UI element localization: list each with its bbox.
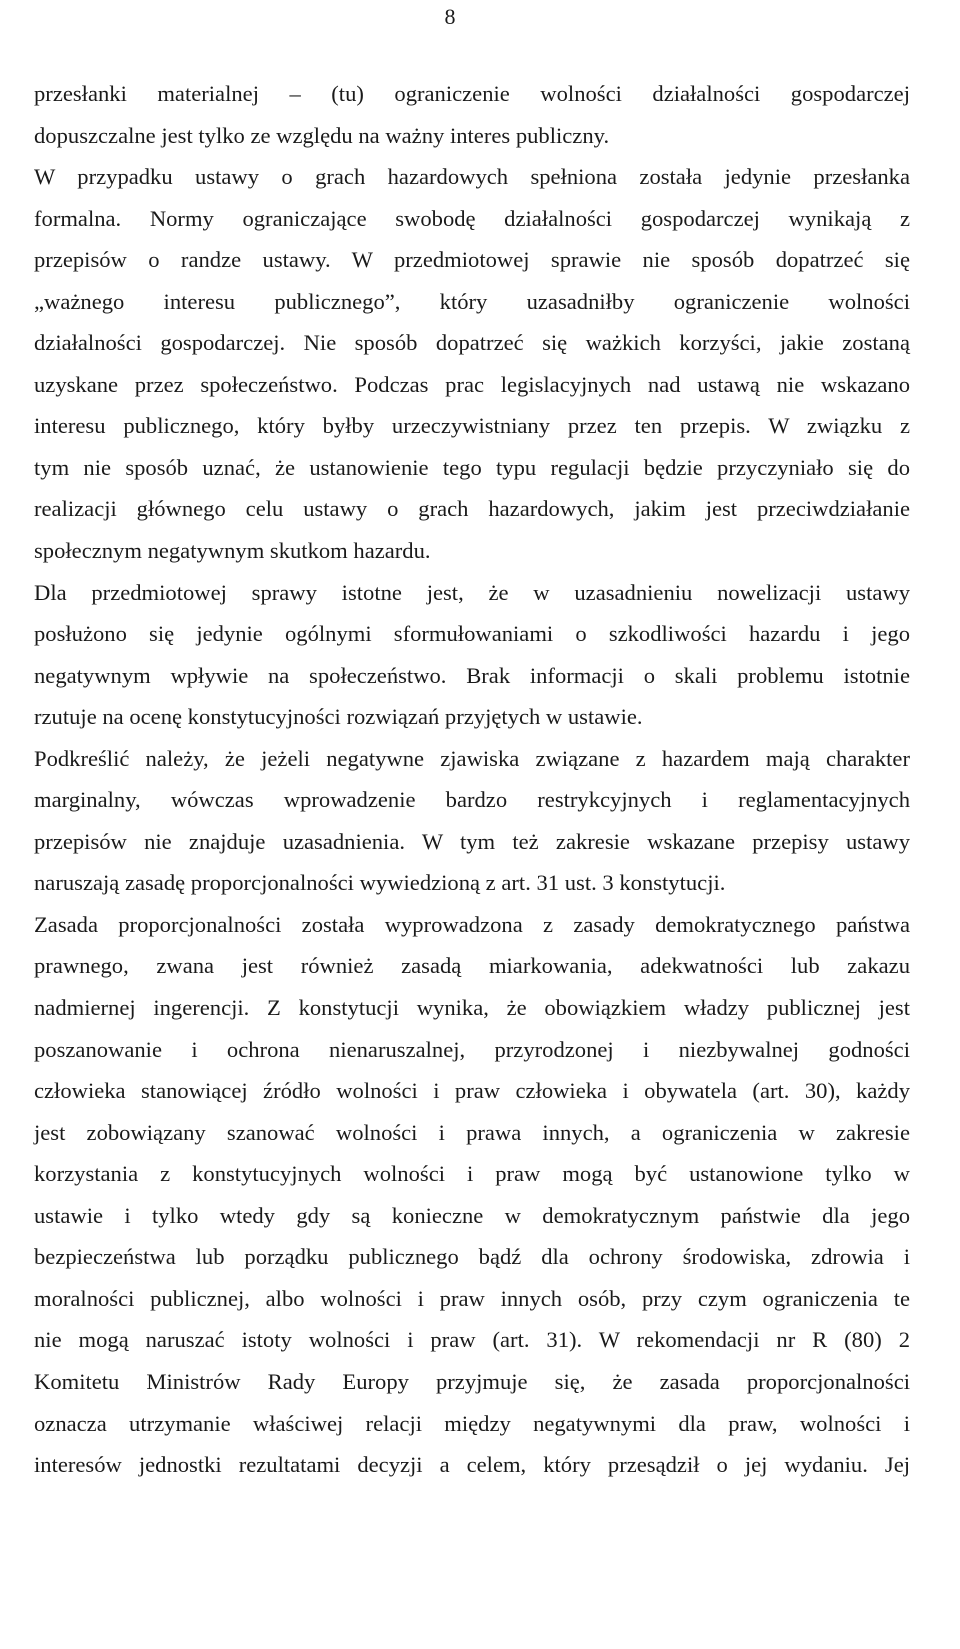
text-line: dopuszczalne jest tylko ze względu na ważny interes publiczny. — [34, 122, 610, 148]
text-line: moralności publicznej, albo wolności i praw innych osób, przy czym ograniczenia te — [34, 1285, 910, 1311]
text-line: korzystania z konstytucyjnych wolności i praw mogą być ustanowione tylko w — [34, 1161, 910, 1187]
text-line: przesłanki materialnej – (tu) ograniczenie wolności działalności gospodarczej — [34, 81, 910, 106]
text-line: „ważnego interesu publicznego”, który uzasadniłby ograniczenie wolności — [34, 288, 910, 314]
text-line: poszanowanie i ochrona nienaruszalnej, przyrodzonej i niezbywalnej godności — [34, 1036, 910, 1062]
text-line: interesów jednostki rezultatami decyzji a celem, który przesądził o jej wydaniu. Jej — [34, 1452, 910, 1478]
text-line: nie mogą naruszać istoty wolności i praw (art. 31). W rekomendacji nr R (80) 2 — [34, 1327, 910, 1353]
text-line: oznacza utrzymanie właściwej relacji między negatywnymi dla praw, wolności i — [34, 1410, 910, 1436]
text-line: tym nie sposób uznać, że ustanowienie tego typu regulacji będzie przyczyniało się do — [34, 454, 910, 480]
text-line: negatywnym wpływie na społeczeństwo. Brak informacji o skali problemu istotnie — [34, 662, 910, 688]
text-line: Komitetu Ministrów Rady Europy przyjmuje się, że zasada proporcjonalności — [34, 1368, 910, 1394]
text-line: jest zobowiązany szanować wolności i prawa innych, a ograniczenia w zakresie — [34, 1119, 910, 1145]
text-line: przepisów o randze ustawy. W przedmiotowej sprawie nie sposób dopatrzeć się — [34, 247, 910, 273]
text-line: człowieka stanowiącej źródło wolności i praw człowieka i obywatela (art. 30), każdy — [34, 1078, 910, 1104]
text-line: interesu publicznego, który byłby urzeczywistniany przez ten przepis. W związku z — [34, 413, 910, 439]
text-line: marginalny, wówczas wprowadzenie bardzo restrykcyjnych i reglamentacyjnych — [34, 787, 910, 813]
text-line: rzutuje na ocenę konstytucyjności rozwiązań przyjętych w ustawie. — [34, 704, 643, 730]
text-line: W przypadku ustawy o grach hazardowych spełniona została jedynie przesłanka — [34, 164, 910, 190]
text-line: uzyskane przez społeczeństwo. Podczas prac legislacyjnych nad ustawą nie wskazano — [34, 371, 910, 397]
page-number: 8 — [444, 4, 456, 29]
text-line: naruszają zasadę proporcjonalności wywiedzioną z art. 31 ust. 3 konstytucji. — [34, 870, 726, 896]
text-line: społecznym negatywnym skutkom hazardu. — [34, 538, 431, 564]
text-line: Zasada proporcjonalności została wyprowadzona z zasady demokratycznego państwa — [34, 911, 910, 937]
text-line: formalna. Normy ograniczające swobodę działalności gospodarczej wynikają z — [34, 205, 910, 231]
text-line: Dla przedmiotowej sprawy istotne jest, że w uzasadnieniu nowelizacji ustawy — [34, 579, 910, 605]
body-text — [34, 73, 910, 1486]
text-line: posłużono się jedynie ogólnymi sformułowaniami o szkodliwości hazardu i jego — [34, 621, 910, 647]
text-line: ustawie i tylko wtedy gdy są konieczne w demokratycznym państwie dla jego — [34, 1202, 910, 1228]
text-line: prawnego, zwana jest również zasadą miarkowania, adekwatności lub zakazu — [34, 953, 910, 979]
text-line: działalności gospodarczej. Nie sposób dopatrzeć się ważkich korzyści, jakie zostaną — [34, 330, 910, 356]
text-line: bezpieczeństwa lub porządku publicznego bądź dla ochrony środowiska, zdrowia i — [34, 1244, 910, 1270]
text-line: Podkreślić należy, że jeżeli negatywne zjawiska związane z hazardem mają charakter — [34, 745, 910, 771]
text-line: realizacji głównego celu ustawy o grach hazardowych, jakim jest przeciwdziałanie — [34, 496, 910, 522]
text-line: przepisów nie znajduje uzasadnienia. W tym też zakresie wskazane przepisy ustawy — [34, 828, 910, 854]
text-line: nadmiernej ingerencji. Z konstytucji wynika, że obowiązkiem władzy publicznej jest — [34, 995, 910, 1021]
